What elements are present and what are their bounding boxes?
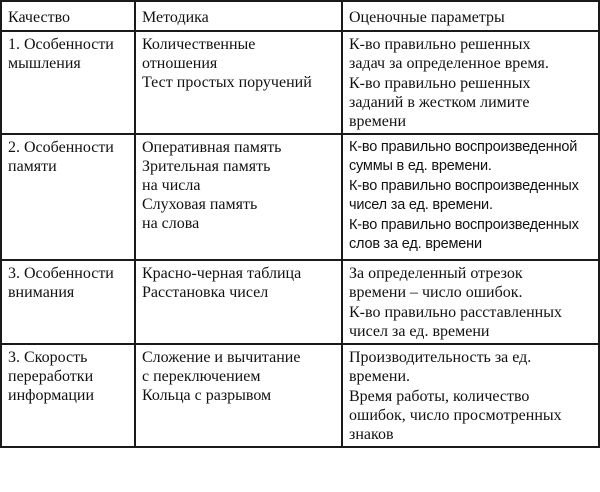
parameter-line: времени.: [349, 368, 411, 385]
parameter-line: К-во правильно воспроизведенной: [349, 139, 578, 155]
parameter-line: суммы в ед. времени.: [349, 158, 492, 174]
method-line: на слова: [142, 215, 200, 232]
parameter-line: К-во правильно решенных: [349, 36, 531, 53]
quality-line: информации: [8, 387, 95, 404]
parameter-line: времени – число ошибок.: [349, 284, 523, 301]
parameter-line: знаков: [349, 426, 394, 443]
parameter-line: ошибок, число просмотренных: [349, 407, 562, 424]
table-row: [1, 344, 599, 447]
header-method: Методика: [135, 1, 342, 31]
quality-cell: [1, 260, 135, 344]
parameter-line: К-во правильно расставленных: [349, 304, 562, 321]
parameter-item: [349, 35, 592, 73]
method-cell: [135, 31, 342, 134]
parameter-line: Время работы, количество: [349, 388, 530, 405]
parameters-cell: [342, 31, 599, 134]
parameter-item: [349, 348, 592, 386]
parameters-cell: [342, 260, 599, 344]
parameter-item: [349, 74, 592, 131]
quality-line: 2. Особенности: [8, 139, 114, 156]
quality-line: 3. Скорость: [8, 349, 88, 366]
quality-line: переработки: [8, 368, 94, 385]
method-cell: [135, 344, 342, 447]
quality-cell: [1, 31, 135, 134]
parameter-item: [349, 264, 592, 302]
quality-line: памяти: [8, 158, 57, 175]
parameter-item: [349, 303, 592, 341]
header-quality: Качество: [1, 1, 135, 31]
parameter-line: чисел за ед. времени: [349, 323, 490, 340]
header-row: [1, 1, 599, 31]
parameter-line: К-во правильно решенных: [349, 75, 531, 92]
table-row: [1, 31, 599, 134]
parameter-line: Производительность за ед.: [349, 349, 532, 366]
parameter-line: чисел за ед. времени.: [349, 197, 493, 213]
parameter-line: заданий в жестком лимите: [349, 94, 530, 111]
parameters-cell: [342, 134, 599, 260]
method-line: Оперативная память: [142, 139, 282, 156]
method-line: на числа: [142, 177, 201, 194]
quality-line: внимания: [8, 284, 75, 301]
quality-line: 1. Особенности: [8, 36, 114, 53]
table-row: [1, 260, 599, 344]
method-line: Слуховая память: [142, 196, 258, 213]
parameter-line: К-во правильно воспроизведенных: [349, 178, 579, 194]
quality-cell: [1, 344, 135, 447]
parameter-line: К-во правильно воспроизведенных: [349, 217, 579, 233]
table-row: [1, 134, 599, 260]
method-cell: [135, 134, 342, 260]
parameter-line: задач за определенное время.: [349, 55, 549, 72]
parameter-line: слов за ед. времени: [349, 236, 482, 252]
parameter-item: [349, 387, 592, 444]
parameter-item: [349, 216, 592, 254]
quality-line: мышления: [8, 55, 81, 72]
method-line: Сложение и вычитание: [142, 349, 301, 366]
method-line: Количественные: [142, 36, 256, 53]
method-line: с переключением: [142, 368, 261, 385]
parameter-line: времени: [349, 113, 407, 130]
parameters-cell: [342, 344, 599, 447]
method-line: Зрительная память: [142, 158, 271, 175]
method-line: Тест простых поручений: [142, 74, 312, 91]
parameter-item: [349, 138, 592, 176]
method-cell: [135, 260, 342, 344]
method-line: Кольца с разрывом: [142, 387, 272, 404]
method-line: Расстановка чисел: [142, 284, 269, 301]
quality-cell: [1, 134, 135, 260]
parameter-item: [349, 177, 592, 215]
method-line: отношения: [142, 55, 218, 72]
header-parameters: Оценочные параметры: [342, 1, 599, 31]
parameter-line: За определенный отрезок: [349, 265, 523, 282]
quality-line: 3. Особенности: [8, 265, 114, 282]
method-line: Красно-черная таблица: [142, 265, 302, 282]
